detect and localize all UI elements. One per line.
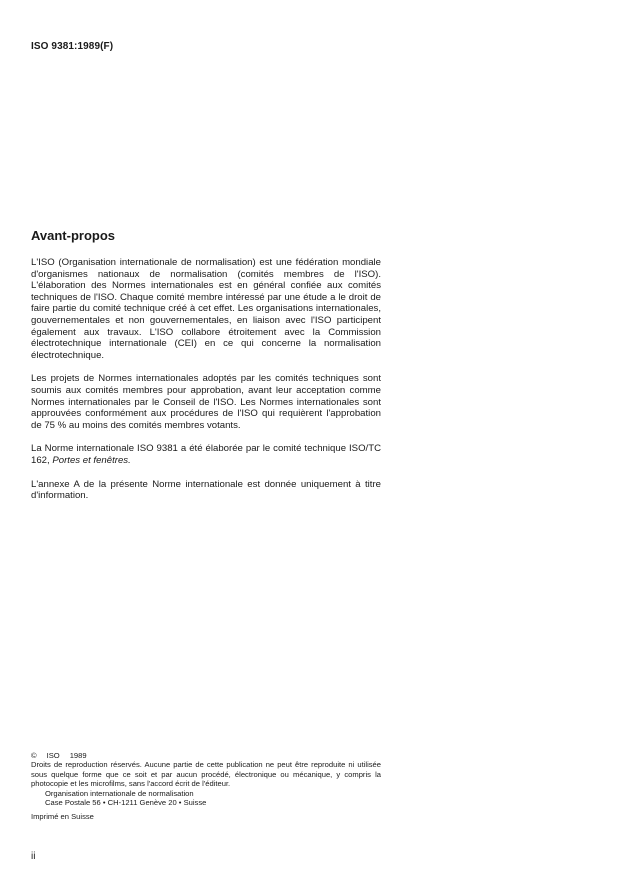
foreword-paragraph-4: L'annexe A de la présente Norme internationale est donnée uniquement à titre d'information. <box>31 478 381 502</box>
copyright-line <box>31 751 381 760</box>
foreword-section <box>31 228 381 514</box>
copyright-block <box>31 751 381 822</box>
page-number: ii <box>31 851 36 862</box>
foreword-paragraph-3-text: La Norme internationale ISO 9381 a été élaborée par le comité technique ISO/TC 162, <box>31 443 381 466</box>
foreword-paragraph-2: Les projets de Normes internationales adoptés par les comités techniques sont soumis aux comités membres pour approbation, avant leur acceptation comme Normes internationales par le Conseil de l'ISO. Les Normes internationales sont approuvées conformément aux procédures de l'ISO qui requièrent l'approbation de 75 % au moins des comités membres votants. <box>31 373 381 431</box>
copyright-org: ISO <box>46 751 60 760</box>
publisher-name: Organisation internationale de normalisation <box>45 788 194 798</box>
foreword-paragraph-3 <box>31 443 381 466</box>
copyright-year: 1989 <box>69 751 87 760</box>
printed-in: Imprimé en Suisse <box>31 812 94 822</box>
foreword-title: Avant-propos <box>31 228 116 243</box>
foreword-paragraph-1: L'ISO (Organisation internationale de normalisation) est une fédération mondiale d'organismes nationaux de normalisation (comités membres de l'ISO). L'élaboration des Normes internationales est en général confiée aux comités techniques de l'ISO. Chaque comité membre intéressé par une étude a le droit de faire partie du comité technique créé à cet effet. Les organisations internationales, gouvernementales et non gouvernementales, en liaison avec l'ISO participent également aux travaux. L'ISO collabore étroitement avec la Commission électrotechnique internationale (CEI) en ce qui concerne la normalisation électrotechnique. <box>31 257 381 361</box>
publisher-address: Case Postale 56 • CH-1211 Genève 20 • Suisse <box>45 798 207 808</box>
copyright-symbol: © <box>31 751 37 760</box>
copyright-rights: Droits de reproduction réservés. Aucune partie de cette publication ne peut être reproduite ni utilisée sous quelque forme que ce soit et par aucun procédé, électronique ou mécanique, y compris la photocopie et les microfilms, sans l'accord écrit de l'éditeur. <box>31 760 381 789</box>
document-id: ISO 9381:1989(F) <box>31 41 114 52</box>
committee-name: Portes et fenêtres. <box>52 454 131 466</box>
